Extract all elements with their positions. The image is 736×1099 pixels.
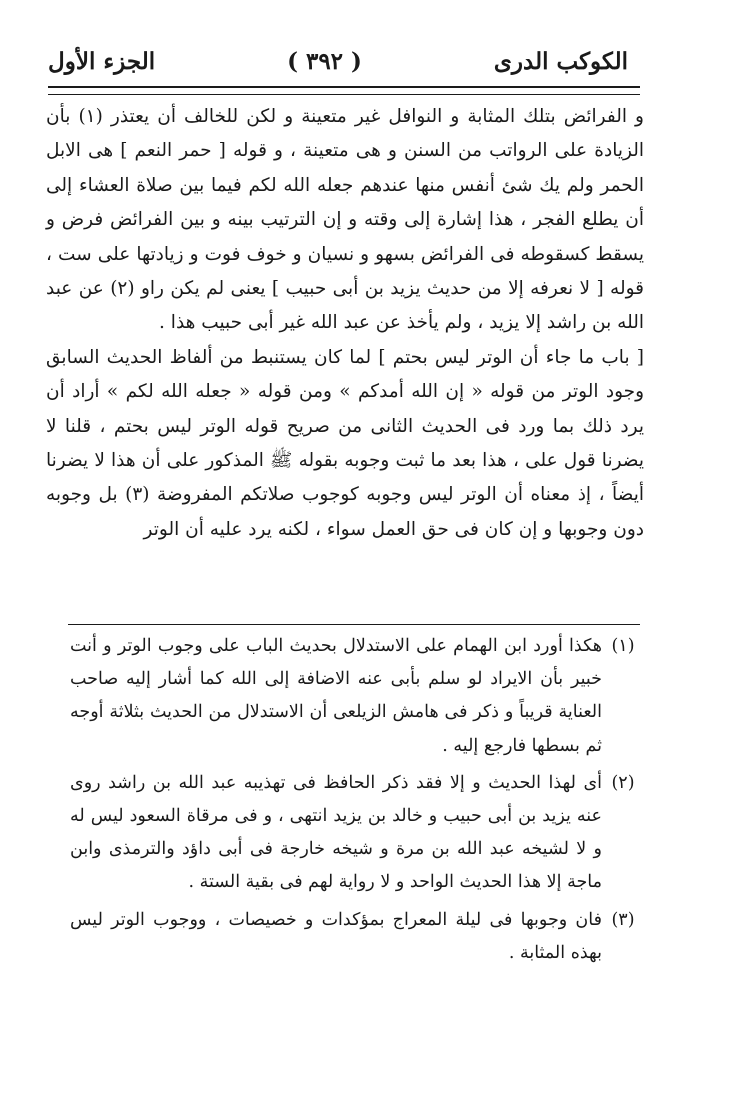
header-rule (48, 86, 640, 95)
footnote-number: (٣) (611, 909, 635, 930)
footnote-text: هكذا أورد ابن الهمام على الاستدلال بحديث الباب على وجوب الوتر و أنت خبير بأن الايراد لو سلم بأبى عنه الاضافة إلى الله كما أشار إليه صاحب العناية قريباً و ذكر فى هامش الزيلعى أن الاستدلال من الحديث بثلاثة أوجه ثم بسطها فارجع إليه . (70, 636, 602, 756)
footnote-number: (١) (611, 636, 635, 656)
footnote-number: (٢) (611, 772, 635, 793)
footnote-item (70, 767, 644, 900)
page-header (48, 38, 628, 84)
paragraph: [ باب ما جاء أن الوتر ليس بحتم ] لما كان يستنبط من ألفاظ الحديث السابق وجود الوتر من قوله « إن الله أمدكم » ومن قوله « جعله الله لكم » أراد أن يرد ذلك بما ورد فى الحديث الثانى من صريح قوله الوتر ليس بحتم ، قلنا لا يضرنا قول على ، هذا بعد ما ثبت وجوبه بقوله ﷺ المذكور على أن هذا لا يضرنا أيضاً ، إذ معناه أن الوتر ليس وجوبه كوجوب صلاتكم المفروضة (٣) بل وجوبه دون وجوبها و إن كان فى حق العمل سواء ، لكنه يرد عليه أن الوتر (46, 346, 644, 540)
footnote-item (70, 904, 644, 970)
footnotes (70, 630, 644, 974)
paragraph: و الفرائض بتلك المثابة و النوافل غير متعينة و لكن للخالف أن يعتذر (١) بأن الزيادة على الرواتب من السنن و هى متعينة ، و قوله [ حمر النعم ] هى الابل الحمر ولم يك شئ أنفس منها عندهم جعله الله لكم فيما بين صلاة العشاء إلى أن يطلع الفجر ، هذا إشارة إلى وقته و إن الترتيب بينه و بين الفرائض فرض و يسقط كسقوطه فى الفرائض بسهو و نسيان و خوف فوت و زيادتها على ست ، قوله [ لا نعرفه إلا من حديث يزيد بن أبى حبيب ] يعنى لم يكن راو (٢) عن عبد الله بن راشد إلا يزيد ، ولم يأخذ عن عبد الله غير أبى حبيب هذا . (46, 106, 645, 334)
book-title: الكوكب الدرى (493, 47, 628, 75)
main-text (46, 100, 644, 547)
footnote-item (70, 630, 644, 763)
footnote-separator (68, 624, 640, 625)
footnote-text: أى لهذا الحديث و إلا فقد ذكر الحافظ فى تهذيبه عبد الله بن راشد روى عنه يزيد بن أبى حبيب و خالد بن يزيد انتهى ، و فى مرقاة السعود ليس له و لا لشيخه عبد الله بن مرة و شيخه خارجة فى أبى داؤد والترمذى وابن ماجة إلا هذا الحديث الواحد و لا رواية لهم فى بقية الستة . (70, 772, 602, 893)
volume-label: الجزء الأول (48, 47, 156, 75)
footnote-text: فان وجوبها فى ليلة المعراج بمؤكدات و خصيصات ، ووجوب الوتر ليس بهذه المثابة . (70, 909, 602, 963)
page-number: ( ٣٩٢ ) (287, 47, 362, 75)
